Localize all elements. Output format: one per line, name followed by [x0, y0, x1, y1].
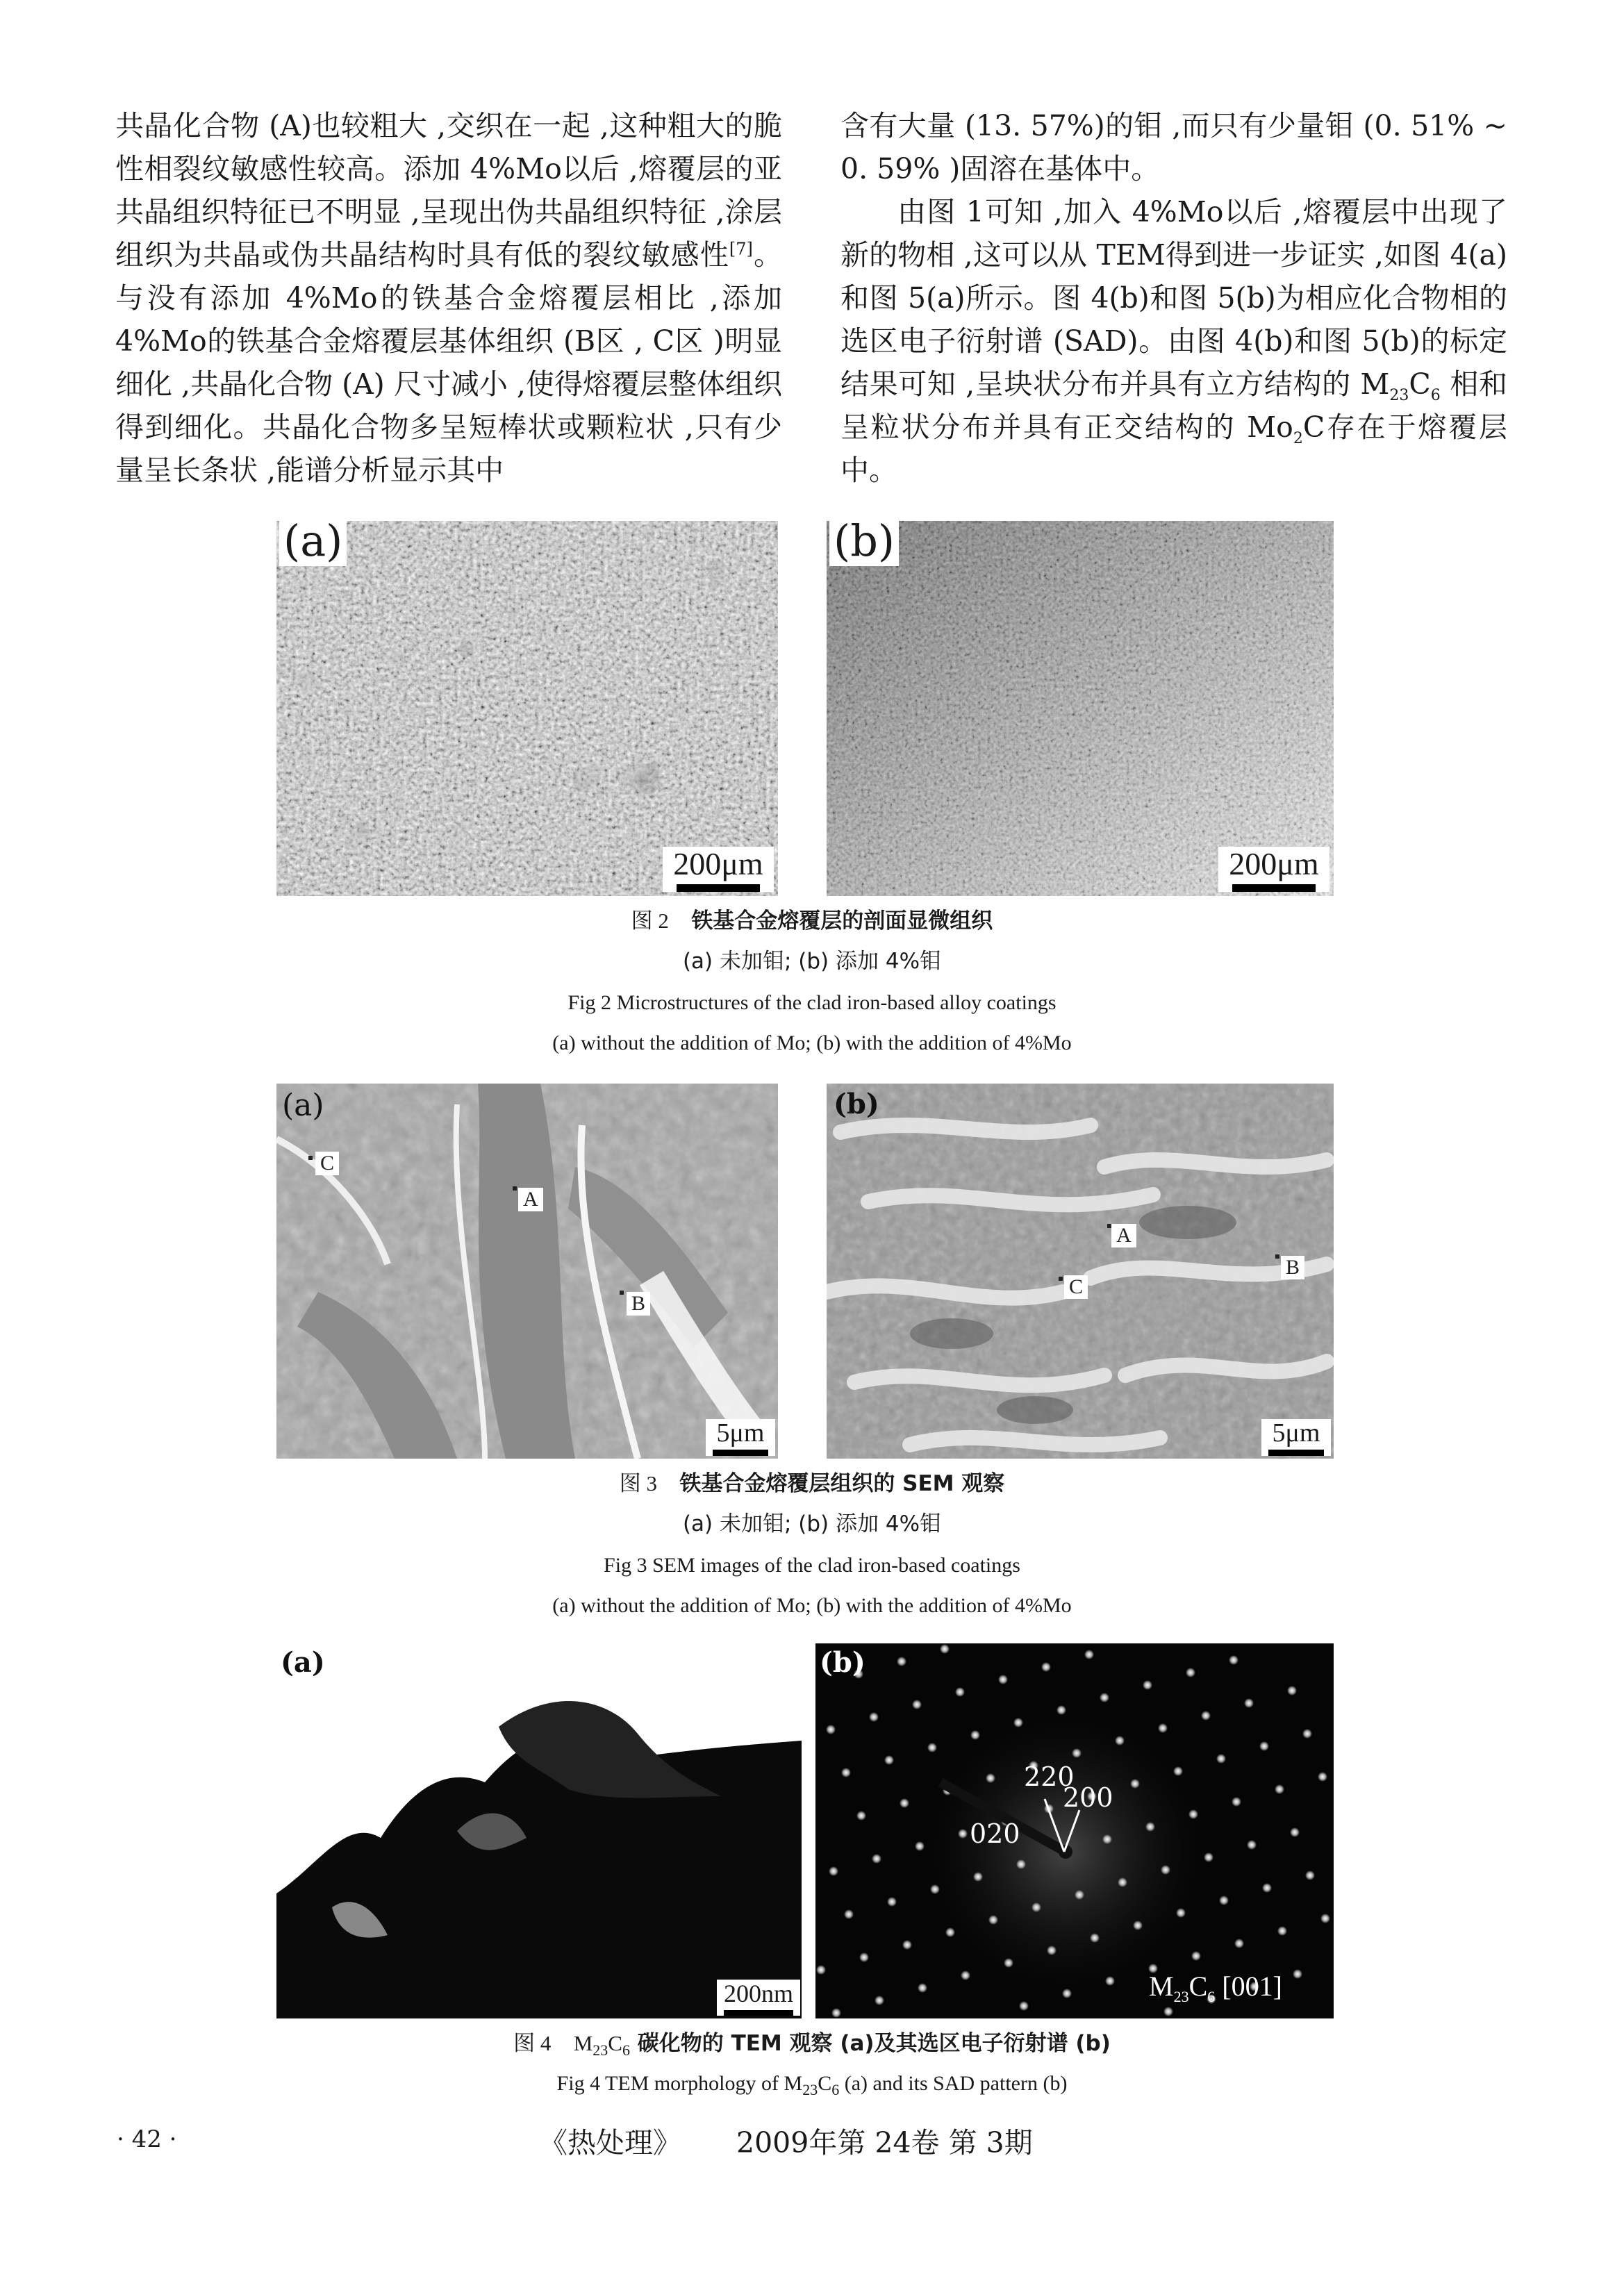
- fig3a-point-b-marker: [620, 1291, 624, 1295]
- diffraction-spot: [988, 1915, 998, 1925]
- fig3a-sem-image: [276, 1084, 778, 1459]
- diffraction-spot: [986, 1773, 995, 1783]
- fig3-panel-a: [276, 1084, 778, 1459]
- fig4-cap-sub-23: 23: [593, 2041, 608, 2059]
- fig4-cap-en-3: (a) and its SAD pattern (b): [839, 2072, 1068, 2095]
- fig4-cap-en-1: Fig 4 TEM morphology of M: [556, 2072, 803, 2095]
- diffraction-spot: [1277, 1926, 1287, 1936]
- diffraction-spot: [1163, 2007, 1173, 2016]
- diffraction-spot: [930, 1884, 940, 1894]
- fig4-cap-en-2: C: [818, 2072, 832, 2095]
- sub-2: 2: [1293, 430, 1303, 448]
- diffraction-spot: [998, 1675, 1008, 1684]
- diffraction-spot: [1293, 1969, 1302, 1979]
- fig3a-label-a: A: [518, 1188, 543, 1211]
- diffraction-spot: [1072, 1748, 1082, 1758]
- fig3-caption-number: 图 3: [619, 1471, 657, 1495]
- fig3a-label-c: C: [315, 1152, 339, 1175]
- fig2-caption-number: 图 2: [631, 909, 669, 933]
- fig3b-scale-text: 5μm: [1272, 1418, 1320, 1448]
- fig4-caption-zh: [0, 2030, 1624, 2057]
- fig4-label-a: (a): [281, 1646, 325, 1679]
- diffraction-spot: [1262, 1883, 1272, 1893]
- diffraction-spot: [1031, 1902, 1041, 1912]
- fig3b-scale-bar: [1261, 1419, 1331, 1456]
- spot-label-020: 020: [970, 1818, 1020, 1849]
- fig2-caption-en-sub: (a) without the addition of Mo; (b) with the addition of 4%Mo: [552, 1031, 1072, 1054]
- diffraction-spot: [927, 1743, 937, 1752]
- fig3b-point-b-marker: [1275, 1254, 1279, 1259]
- zone-axis: [001]: [1215, 1971, 1282, 2002]
- fig2a-micrograph: [276, 521, 778, 896]
- diffraction-spot: [869, 1712, 879, 1722]
- diffraction-spot: [1176, 1908, 1186, 1918]
- diffraction-spot: [1318, 1772, 1327, 1782]
- fig3b-label-c: C: [1064, 1275, 1088, 1299]
- right-paragraph-2: [840, 190, 1507, 492]
- diffraction-spot: [1115, 1736, 1125, 1746]
- right-paragraph-1: 含有大量 (13. 57%)的钼 ,而只有少量钼 (0. 51% ~ 0. 59% )固溶在基体中。: [840, 109, 1507, 185]
- fig4-panel-a: [276, 1643, 802, 2018]
- diffraction-spot: [1130, 1779, 1140, 1789]
- fig4-caption-en: [0, 2070, 1624, 2098]
- fig2-caption-en: Fig 2 Microstructures of the clad iron-based alloy coatings: [567, 991, 1057, 1014]
- fig4a-tem-image: [276, 1643, 802, 2018]
- diffraction-spot: [1090, 1933, 1100, 1943]
- diffraction-spot: [1102, 1834, 1112, 1844]
- fig4-cap-sub-6: 6: [622, 2041, 630, 2059]
- fig4-panel-b: [815, 1643, 1334, 2018]
- diffraction-spot: [841, 1768, 851, 1777]
- fig2-panel-b: [827, 521, 1334, 896]
- fig3-label-b: (b): [834, 1088, 879, 1120]
- left-text-1: 共晶化合物 (A)也较粗大 ,交织在一起 ,这种粗大的脆性相裂纹敏感性较高。添加 4%Mo以后 ,熔覆层的亚共晶组织特征已不明显 ,呈现出伪共晶组织特征 ,涂层组织为共晶或伪共晶结构时具有低的裂纹敏感性: [115, 109, 782, 272]
- fig4b-sad-pattern: [815, 1643, 1334, 2018]
- fig3-caption-zh-sub: (a) 未加钼; (b) 添加 4%钼: [682, 1511, 942, 1536]
- diffraction-spot: [1047, 1946, 1057, 1955]
- diffraction-spot: [1013, 1718, 1023, 1727]
- zone-axis-label: [1149, 1970, 1282, 2005]
- fig3-caption-title: 铁基合金熔覆层组织的 SEM 观察: [679, 1471, 1005, 1496]
- right-text-c: C: [1409, 367, 1431, 401]
- diffraction-spot: [1158, 1723, 1168, 1733]
- diffraction-spot: [940, 1644, 950, 1654]
- fig3b-sem-image: [827, 1084, 1334, 1459]
- fig2b-scale-bar: [1218, 847, 1329, 892]
- fig2-caption-zh-sub: (a) 未加钼; (b) 添加 4%钼: [682, 949, 942, 974]
- diffraction-spot: [872, 1854, 881, 1864]
- diffraction-spot: [915, 1841, 925, 1851]
- diffraction-spot: [1004, 1958, 1013, 1968]
- diffraction-spot: [1247, 1840, 1257, 1850]
- sub-23: 23: [1389, 387, 1409, 405]
- left-paragraph: [115, 104, 782, 492]
- diffraction-spot: [884, 1755, 894, 1765]
- diffraction-spot: [1259, 1741, 1269, 1751]
- fig2-label-a: (a): [279, 521, 347, 566]
- diffraction-spot: [1287, 1686, 1297, 1695]
- diffraction-spot: [1305, 1871, 1315, 1880]
- diffraction-spot: [1133, 1921, 1143, 1930]
- fig2-caption-title: 铁基合金熔覆层的剖面显微组织: [691, 909, 993, 934]
- diffraction-spot: [1201, 1711, 1211, 1720]
- fig4-cap-c: C: [608, 2031, 622, 2055]
- right-text-d: C存在于熔覆层中。: [840, 411, 1507, 487]
- diffraction-spot: [1302, 1729, 1312, 1739]
- diffraction-spot: [1100, 1693, 1109, 1702]
- fig3b-point-c-marker: [1059, 1277, 1063, 1281]
- diffraction-spot: [887, 1897, 897, 1907]
- diffraction-spot: [1016, 1859, 1026, 1869]
- zone-m: M: [1149, 1971, 1174, 2002]
- diffraction-spot: [1320, 1914, 1330, 1923]
- fig4-caption-title: 碳化物的 TEM 观察 (a)及其选区电子衍射谱 (b): [629, 2031, 1111, 2056]
- fig3-caption-en-sub: (a) without the addition of Mo; (b) with the addition of 4%Mo: [552, 1594, 1072, 1617]
- fig3a-scale-bar: [706, 1419, 775, 1456]
- fig4-caption-number: 图 4: [513, 2031, 552, 2055]
- diffraction-spot: [1057, 1705, 1066, 1715]
- diffraction-spot: [918, 1983, 927, 1993]
- diffraction-spot: [1229, 1655, 1238, 1665]
- fig3b-label-b: B: [1281, 1256, 1304, 1279]
- zone-sub-23: 23: [1173, 1988, 1189, 2005]
- diffraction-spot: [1275, 1784, 1284, 1794]
- fig2a-scale-text: 200μm: [673, 846, 763, 881]
- diffraction-spot: [816, 1965, 826, 1975]
- diffraction-spot: [955, 1687, 965, 1697]
- fig3a-point-c-marker: [308, 1156, 313, 1160]
- fig3-panel-b: [827, 1084, 1334, 1459]
- diffraction-spot: [826, 1725, 836, 1734]
- fig4a-scale-bar: [717, 1980, 800, 2016]
- diffraction-spot: [973, 1872, 983, 1882]
- journal-issue: 2009年第 24卷 第 3期: [736, 2126, 1033, 2159]
- fig2-caption-zh: [0, 907, 1624, 935]
- diffraction-spot: [1188, 1809, 1198, 1819]
- journal-name: 《热处理》: [539, 2126, 681, 2159]
- diffraction-spot: [1145, 1822, 1155, 1832]
- diffraction-spot: [1118, 1877, 1127, 1887]
- fig2a-scale-bar: [663, 847, 774, 892]
- diffraction-spot: [1186, 1668, 1195, 1677]
- fig2-label-b: (b): [829, 521, 899, 566]
- right-column: [840, 104, 1507, 492]
- diffraction-spot: [1105, 1976, 1115, 1986]
- zone-sub-6: 6: [1207, 1988, 1216, 2005]
- diffraction-spot: [1019, 2001, 1029, 2011]
- diffraction-spot: [912, 1700, 922, 1709]
- diffraction-spot: [1216, 1754, 1226, 1764]
- page-number: · 42 ·: [117, 2125, 177, 2153]
- diffraction-spot: [945, 1927, 955, 1937]
- right-text-b: 相和呈粒状分布并具有正交结构的 Mo: [840, 367, 1507, 444]
- diffraction-spot: [875, 1996, 884, 2005]
- spot-label-220: 220: [1024, 1761, 1075, 1792]
- diffraction-spot: [1143, 1680, 1152, 1690]
- fig4-cap-en-sub-23: 23: [802, 2081, 818, 2098]
- diffraction-spot: [844, 1909, 854, 1919]
- diffraction-spot: [856, 1811, 866, 1821]
- diffraction-spot: [831, 2008, 841, 2018]
- fig2-panel-a: [276, 521, 778, 896]
- diffraction-spot: [1075, 1890, 1084, 1900]
- fig3-label-a: (a): [282, 1088, 324, 1123]
- diffraction-spot: [900, 1798, 909, 1808]
- diffraction-spot: [961, 1971, 970, 1980]
- fig2b-scale-text: 200μm: [1229, 846, 1319, 881]
- left-column: [115, 104, 782, 492]
- diffraction-spot: [1062, 1989, 1072, 1998]
- fig4-label-b: (b): [820, 1646, 865, 1679]
- diffraction-spot: [859, 1952, 869, 1962]
- fig3a-label-b: B: [627, 1292, 650, 1316]
- fig3-caption-zh: [0, 1470, 1624, 1498]
- diffraction-spot: [897, 1657, 906, 1666]
- fig4a-scale-text: 200nm: [723, 1980, 793, 2007]
- diffraction-spot: [1204, 1852, 1213, 1862]
- diffraction-spot: [1173, 1766, 1183, 1776]
- fig3a-scale-text: 5μm: [716, 1418, 765, 1448]
- zone-c: C: [1188, 1971, 1208, 2002]
- diffraction-spot: [958, 1829, 968, 1839]
- diffraction-spot: [1244, 1698, 1254, 1708]
- diffraction-spot: [1191, 1951, 1201, 1961]
- diffraction-spot: [1219, 1896, 1229, 1905]
- diffraction-spot: [1234, 1939, 1244, 1948]
- fig4-cap-m: M: [573, 2031, 593, 2055]
- fig4-cap-en-sub-6: 6: [831, 2081, 840, 2098]
- diffraction-spot: [970, 1730, 980, 1740]
- fig3b-label-a: A: [1111, 1224, 1136, 1247]
- diffraction-spot: [1041, 1662, 1051, 1672]
- fig2b-micrograph: [827, 521, 1334, 896]
- citation-7[interactable]: [7]: [729, 239, 753, 259]
- spot-label-200: 200: [1063, 1782, 1113, 1813]
- diffraction-spot: [1084, 1650, 1094, 1659]
- left-text-2: 。与没有添加 4%Mo的铁基合金熔覆层相比 ,添加 4%Mo的铁基合金熔覆层基体组织 (B区 , C区 )明显细化 ,共晶化合物 (A) 尺寸减小 ,使得熔覆层整体组织得到细化。共晶化合物多呈短棒状或颗粒状 ,只有少量呈长条状 ,能谱分析显示其中: [115, 238, 783, 487]
- fig3-caption-en: Fig 3 SEM images of the clad iron-based coatings: [604, 1554, 1020, 1577]
- diffraction-spot: [1232, 1797, 1241, 1807]
- right-text-a: 由图 1可知 ,加入 4%Mo以后 ,熔覆层中出现了新的物相 ,这可以从 TEM得到进一步证实 ,如图 4(a)和图 5(a)所示。图 4(b)和图 5(b)为相应化合物相的选区电子衍射谱 (SAD)。由图 4(b)和图 5(b)的标定结果可知 ,呈块状分布并具有立方结构的 M: [840, 195, 1507, 401]
- fig3a-point-a-marker: [513, 1186, 517, 1191]
- diffraction-spot: [902, 1940, 912, 1950]
- diffraction-spot: [1161, 1865, 1170, 1875]
- diffraction-spot: [1290, 1827, 1300, 1837]
- diffraction-spot: [829, 1866, 838, 1876]
- sub-6: 6: [1430, 387, 1441, 405]
